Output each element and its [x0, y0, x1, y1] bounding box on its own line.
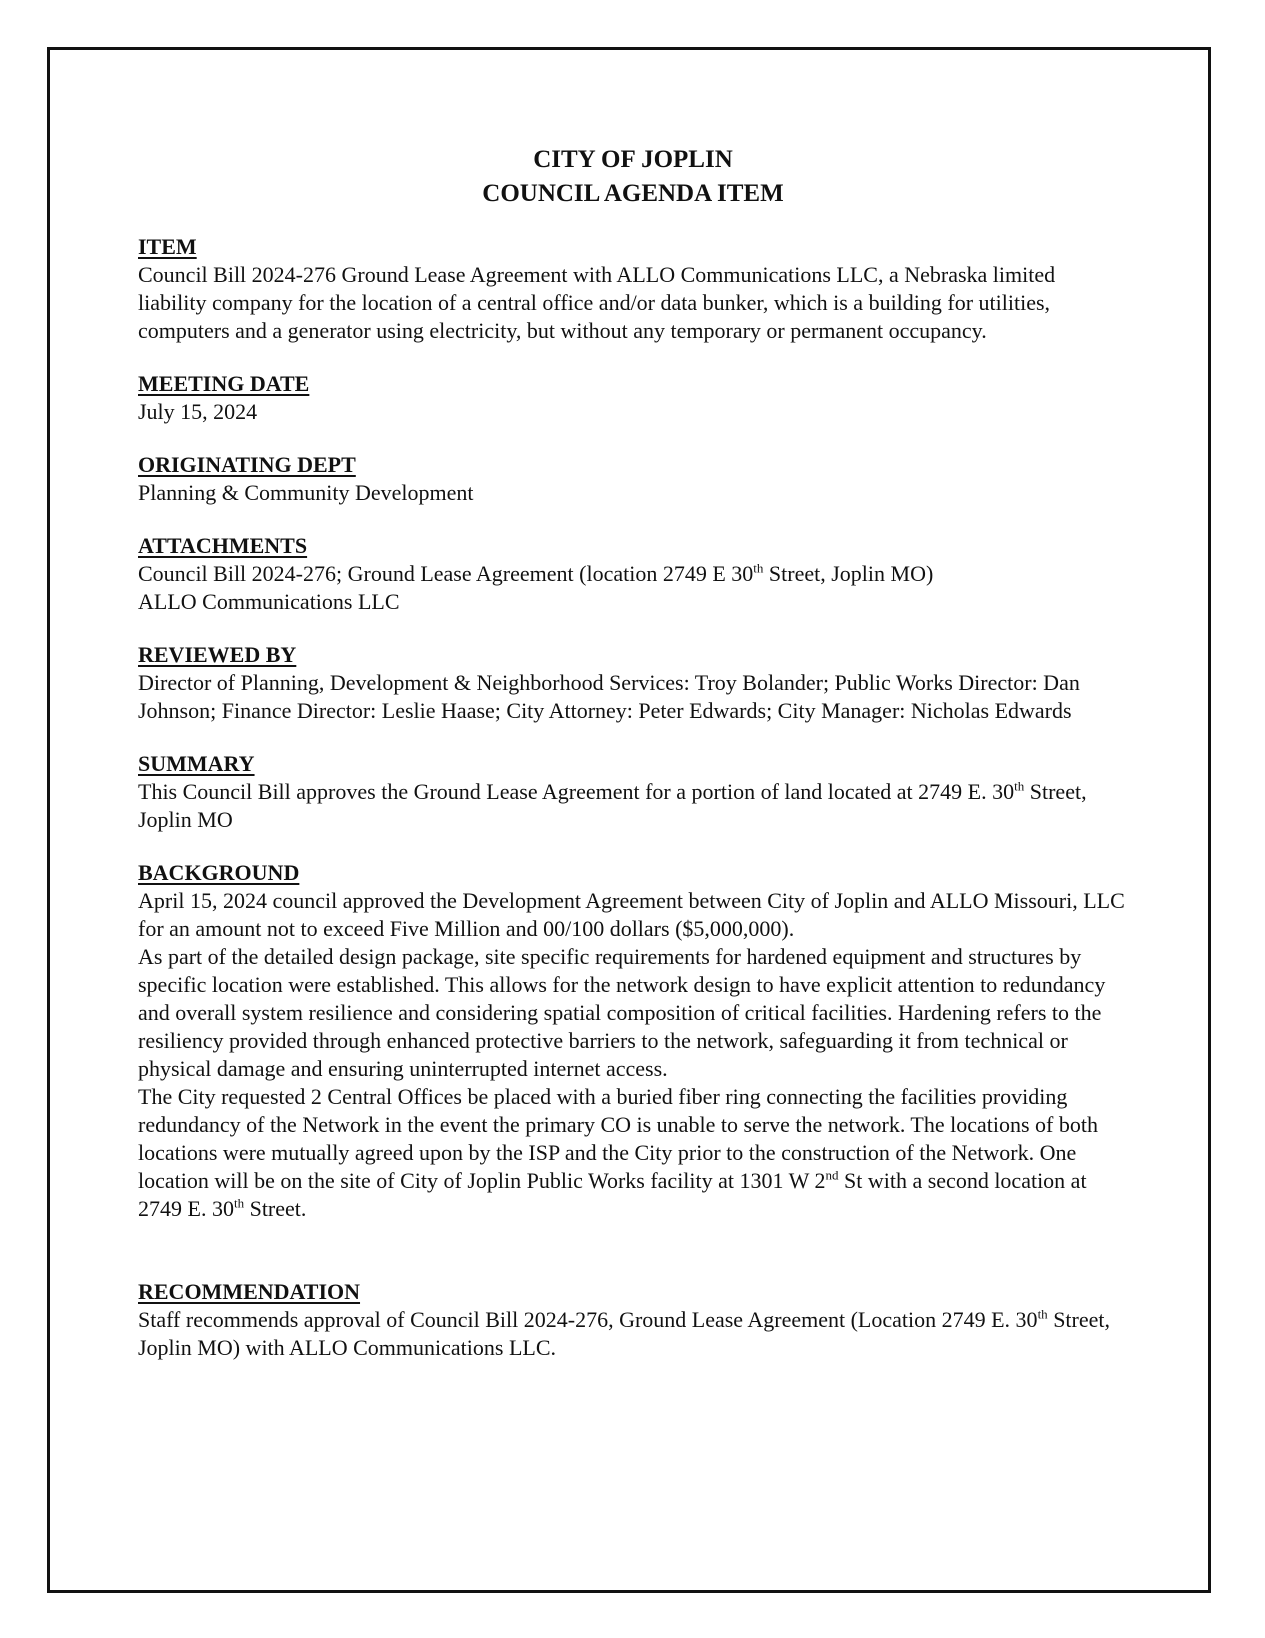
- recommendation-text-part-b: Street, Joplin MO) with ALLO Communications LLC.: [138, 1307, 1111, 1360]
- originating-dept-text: Planning & Community Development: [138, 480, 474, 505]
- summary-heading: SUMMARY: [138, 751, 255, 776]
- background-paragraph-2: As part of the detailed design package, site specific requirements for hardened equipment and structures by specific location were established. This allows for the network design to have explicit attention to redundancy and overall system resilience and considering spatial composition of critical facilities. Hardening refers to the resiliency provided through enhanced protective barriers to the network, safeguarding it from technical or physical damage and ensuring uninterrupted internet access.: [138, 944, 1106, 1081]
- background-section: [138, 859, 1128, 1223]
- background-paragraph-1: April 15, 2024 council approved the Development Agreement between City of Joplin and ALLO Missouri, LLC for an amount not to exceed Five Million and 00/100 dollars ($5,000,000).: [138, 888, 1125, 941]
- background-paragraph-3-part-c: Street.: [244, 1196, 307, 1221]
- item-heading: ITEM: [138, 234, 197, 259]
- summary-text-part-a: This Council Bill approves the Ground Lease Agreement for a portion of land located at 2749 E. 30: [138, 779, 1015, 804]
- background-paragraph-3: [138, 1083, 1128, 1223]
- originating-dept-section: [138, 451, 1128, 507]
- background-heading: BACKGROUND: [138, 860, 300, 885]
- attachment-line-1-part-a: Council Bill 2024-276; Ground Lease Agreement (location 2749 E 30: [138, 561, 754, 586]
- summary-text-part-b: Street, Joplin MO: [138, 779, 1087, 832]
- attachments-text: [138, 560, 1128, 616]
- recommendation-section: [138, 1278, 1128, 1362]
- recommendation-text: [138, 1306, 1128, 1362]
- meeting-date-text: July 15, 2024: [138, 399, 258, 424]
- ordinal-suffix: th: [1037, 1306, 1048, 1322]
- meeting-date-heading: MEETING DATE: [138, 371, 310, 396]
- originating-dept-heading: ORIGINATING DEPT: [138, 452, 356, 477]
- background-paragraph-3-part-b: St with a second location at 2749 E. 30: [138, 1168, 1087, 1221]
- document-title: [138, 143, 1128, 211]
- ordinal-suffix: th: [753, 560, 764, 576]
- background-text: [138, 887, 1128, 1223]
- item-section: [138, 233, 1128, 345]
- attachment-line-1: [138, 560, 1128, 588]
- spacer: [138, 1248, 1128, 1278]
- agenda-title: COUNCIL AGENDA ITEM: [482, 180, 784, 207]
- reviewed-by-section: [138, 641, 1128, 725]
- item-text: Council Bill 2024-276 Ground Lease Agreement with ALLO Communications LLC, a Nebraska limited liability company for the location of a central office and/or data bunker, which is a building for utilities, computers and a generator using electricity, but without any temporary or permanent occupancy.: [138, 262, 1056, 343]
- city-title: CITY OF JOPLIN: [533, 146, 733, 173]
- ordinal-suffix: th: [233, 1195, 245, 1211]
- recommendation-heading: RECOMMENDATION: [138, 1279, 361, 1304]
- attachments-heading: ATTACHMENTS: [138, 533, 308, 558]
- reviewed-by-heading: REVIEWED BY: [138, 642, 297, 667]
- ordinal-suffix: th: [1014, 778, 1025, 794]
- meeting-date-section: [138, 370, 1128, 426]
- summary-section: [138, 750, 1128, 834]
- reviewed-by-text: Director of Planning, Development & Neighborhood Services: Troy Bolander; Public Works Director: Dan Johnson; Finance Director: Leslie Haase; City Attorney: Peter Edwards; City Manager: Nicholas Edwards: [138, 670, 1080, 723]
- background-paragraph-3-part-a: The City requested 2 Central Offices be placed with a buried fiber ring connecting the facilities providing redundancy of the Network in the event the primary CO is unable to serve the network. The locations of both locations were mutually agreed upon by the ISP and the City prior to the construction of the Network. One location will be on the site of City of Joplin Public Works facility at 1301 W 2: [138, 1084, 1098, 1193]
- attachments-section: [138, 532, 1128, 616]
- attachment-line-1-part-b: Street, Joplin MO): [763, 561, 934, 586]
- summary-text: [138, 778, 1128, 834]
- attachment-line-2: ALLO Communications LLC: [138, 589, 400, 614]
- agenda-document: [138, 143, 1128, 1387]
- ordinal-suffix: nd: [825, 1167, 839, 1183]
- recommendation-text-part-a: Staff recommends approval of Council Bill 2024-276, Ground Lease Agreement (Location 2749 E. 30: [138, 1307, 1038, 1332]
